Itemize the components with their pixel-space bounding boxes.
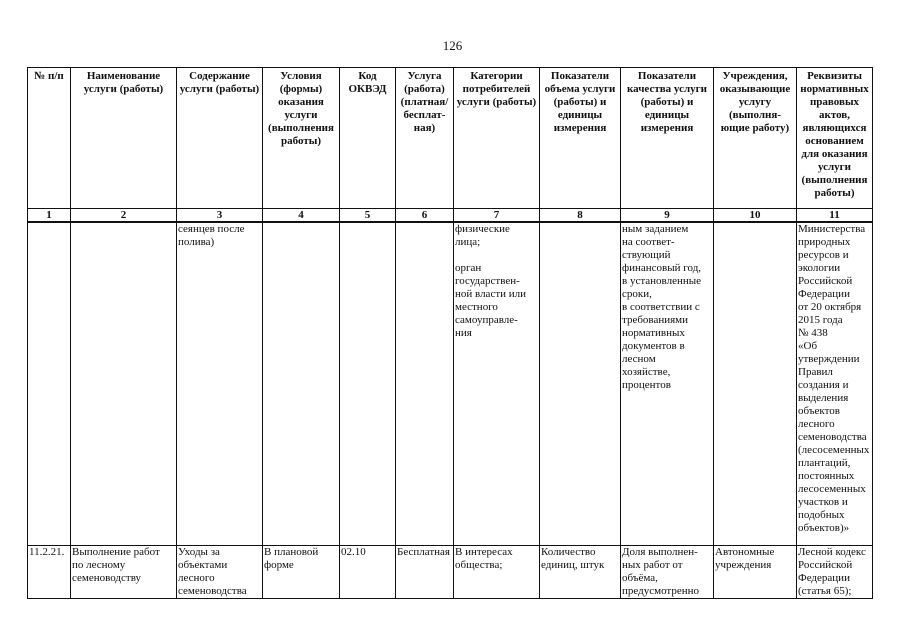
column-number: 6 xyxy=(396,209,454,223)
header-paid-free: Услуга (работа) (платная/ беcплат- ная) xyxy=(396,68,454,209)
column-number: 1 xyxy=(28,209,71,223)
column-number: 7 xyxy=(454,209,540,223)
cell-service-content: Уходы за объектами лесного семеноводства xyxy=(177,546,263,599)
cell-institutions: Автономные учреждения xyxy=(714,546,797,599)
cell-conditions xyxy=(263,222,340,546)
cell-quality-indicators: ным заданием на соответ- ствующий финансовый год, в установленные сроки, в соответствии с требованиями нормативных документов в лесном хозяйстве, процентов xyxy=(621,222,714,546)
cell-service-content: сеянцев после полива) xyxy=(177,222,263,546)
column-number: 8 xyxy=(540,209,621,223)
header-legal-acts: Реквизиты нормативных правовых актов, являющихся основанием для оказания услуги (выполнения работы) xyxy=(797,68,873,209)
cell-paid-free: Бесплатная xyxy=(396,546,454,599)
consumer-category-individuals: физические лица; xyxy=(455,223,510,248)
header-quality-indicators: Показатели качества услуги (работы) и единицы измерения xyxy=(621,68,714,209)
column-number-row xyxy=(28,209,873,223)
cell-volume-indicators: Количество единиц, штук xyxy=(540,546,621,599)
header-volume-indicators: Показатели объема услуги (работы) и единицы измерения xyxy=(540,68,621,209)
cell-paid-free xyxy=(396,222,454,546)
cell-legal-acts: Министерства природных ресурсов и экологии Российской Федерации от 20 октября 2015 года № 438 «Об утверждении Правил создания и выделения объектов лесного семеноводства (лесосеменных плантаций, постоянных лесосеменных участков и подобных объектов)» xyxy=(797,222,873,546)
column-number: 3 xyxy=(177,209,263,223)
column-number: 11 xyxy=(797,209,873,223)
column-number: 2 xyxy=(71,209,177,223)
cell-volume-indicators xyxy=(540,222,621,546)
column-number: 4 xyxy=(263,209,340,223)
column-number: 5 xyxy=(340,209,396,223)
header-conditions: Условия (формы) оказания услуги (выполнения работы) xyxy=(263,68,340,209)
page-number: 126 xyxy=(442,38,463,53)
header-number: № п/п xyxy=(28,68,71,209)
header-consumer-categories: Категории потребителей услуги (работы) xyxy=(454,68,540,209)
table-header-row xyxy=(28,68,873,209)
cell-quality-indicators: Доля выполнен- ных работ от объёма, предусмотренно xyxy=(621,546,714,599)
cell-institutions xyxy=(714,222,797,546)
cell-okved-code: 02.10 xyxy=(340,546,396,599)
table-row xyxy=(28,222,873,546)
header-institutions: Учреждения, оказывающие услугу (выполня- ющие работу) xyxy=(714,68,797,209)
header-service-name: Наименование услуги (работы) xyxy=(71,68,177,209)
consumer-category-authorities: орган государствен- ной власти или местного самоуправле- ния xyxy=(455,262,527,339)
cell-service-name: Выполнение работ по лесному семеноводству xyxy=(71,546,177,599)
cell-service-name xyxy=(71,222,177,546)
cell-okved-code xyxy=(340,222,396,546)
column-number: 9 xyxy=(621,209,714,223)
cell-legal-acts: Лесной кодекс Российской Федерации (статья 65); xyxy=(797,546,873,599)
header-service-content: Содержание услуги (работы) xyxy=(177,68,263,209)
table-row xyxy=(28,546,873,599)
cell-number xyxy=(28,222,71,546)
column-number: 10 xyxy=(714,209,797,223)
services-table xyxy=(27,67,873,599)
cell-consumer-categories: В интересах общества; xyxy=(454,546,540,599)
cell-number: 11.2.21. xyxy=(28,546,71,599)
cell-conditions: В плановой форме xyxy=(263,546,340,599)
header-okved-code: Код ОКВЭД xyxy=(340,68,396,209)
cell-consumer-categories xyxy=(454,222,540,546)
